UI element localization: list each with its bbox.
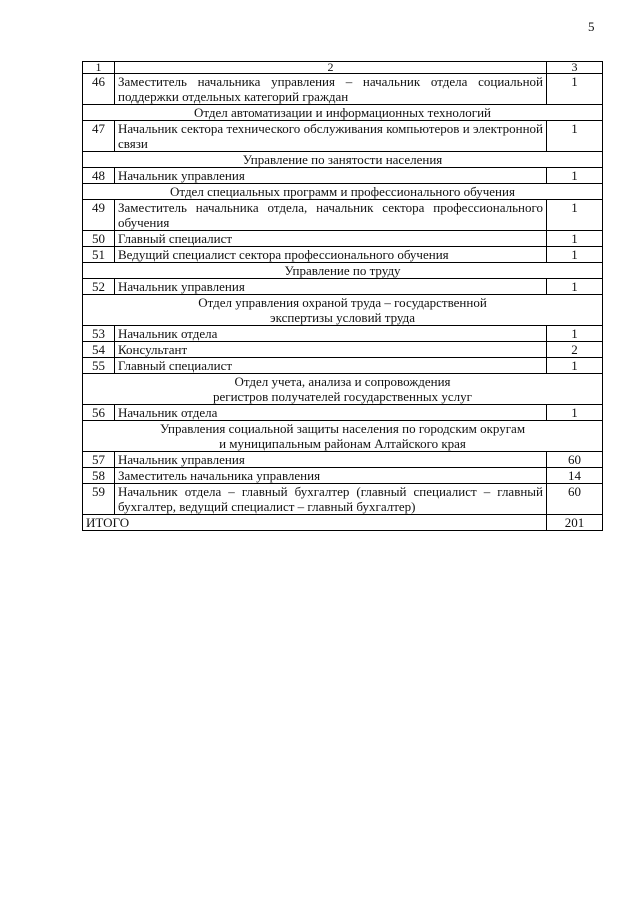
section-title-line: экспертизы условий труда — [270, 310, 415, 325]
row-number: 56 — [83, 405, 115, 421]
table-row — [83, 358, 603, 374]
section-title-line: Управления социальной защиты населения по городским округам — [159, 421, 526, 436]
staff-count: 1 — [547, 326, 603, 342]
row-number: 52 — [83, 279, 115, 295]
total-label: ИТОГО — [83, 515, 547, 531]
staff-table-body — [83, 62, 603, 531]
row-number: 49 — [83, 200, 115, 231]
section-title-line: Отдел управления охраной труда – государственной — [198, 295, 487, 310]
position-title: Заместитель начальника отдела, начальник сектора профессионального обучения — [115, 200, 547, 231]
staff-count: 1 — [547, 168, 603, 184]
row-number: 59 — [83, 484, 115, 515]
section-row — [83, 152, 603, 168]
section-title-line: и муниципальным районам Алтайского края — [219, 436, 466, 451]
staff-count: 1 — [547, 231, 603, 247]
position-title: Начальник сектора технического обслуживания компьютеров и электронной связи — [115, 121, 547, 152]
position-title: Начальник управления — [115, 452, 547, 468]
position-title: Начальник отдела – главный бухгалтер (главный специалист – главный бухгалтер, ведущий специалист – главный бухгалтер) — [115, 484, 547, 515]
header-row — [83, 62, 603, 74]
table-row — [83, 247, 603, 263]
position-title: Начальник управления — [115, 168, 547, 184]
staff-count: 2 — [547, 342, 603, 358]
table-row — [83, 231, 603, 247]
row-number: 47 — [83, 121, 115, 152]
header-col-2: 2 — [115, 62, 547, 74]
table-row — [83, 168, 603, 184]
section-title — [83, 263, 603, 279]
section-title-line: Отдел автоматизации и информационных технологий — [194, 105, 491, 120]
section-title-line: Управление по занятости населения — [242, 152, 443, 167]
position-title: Начальник управления — [115, 279, 547, 295]
staff-count: 60 — [547, 484, 603, 515]
position-title: Консультант — [115, 342, 547, 358]
section-title-line: регистров получателей государственных услуг — [213, 389, 472, 404]
row-number: 57 — [83, 452, 115, 468]
section-row — [83, 421, 603, 452]
section-title — [83, 421, 603, 452]
row-number: 54 — [83, 342, 115, 358]
table-row — [83, 468, 603, 484]
staff-count: 14 — [547, 468, 603, 484]
table-row — [83, 279, 603, 295]
section-row — [83, 295, 603, 326]
row-number: 55 — [83, 358, 115, 374]
section-row — [83, 105, 603, 121]
staff-count: 1 — [547, 247, 603, 263]
row-number: 51 — [83, 247, 115, 263]
position-title: Начальник отдела — [115, 405, 547, 421]
staff-count: 1 — [547, 279, 603, 295]
row-number: 48 — [83, 168, 115, 184]
staff-count: 1 — [547, 405, 603, 421]
section-title-line: Отдел учета, анализа и сопровождения — [234, 374, 451, 389]
position-title: Начальник отдела — [115, 326, 547, 342]
position-title: Заместитель начальника управления — [115, 468, 547, 484]
position-title: Заместитель начальника управления – начальник отдела социальной поддержки отдельных категорий граждан — [115, 74, 547, 105]
row-number: 53 — [83, 326, 115, 342]
section-title — [83, 184, 603, 200]
section-row — [83, 184, 603, 200]
position-title: Ведущий специалист сектора профессионального обучения — [115, 247, 547, 263]
total-count: 201 — [547, 515, 603, 531]
row-number: 50 — [83, 231, 115, 247]
position-title: Главный специалист — [115, 358, 547, 374]
staff-count: 1 — [547, 74, 603, 105]
staff-count: 1 — [547, 121, 603, 152]
section-title-line: Отдел специальных программ и профессионального обучения — [170, 184, 515, 199]
table-row — [83, 200, 603, 231]
table-row — [83, 326, 603, 342]
table-row — [83, 342, 603, 358]
staff-count: 1 — [547, 200, 603, 231]
section-title — [83, 374, 603, 405]
table-row — [83, 121, 603, 152]
section-title — [83, 105, 603, 121]
table-row — [83, 405, 603, 421]
table-row — [83, 484, 603, 515]
section-title — [83, 295, 603, 326]
page-number: 5 — [588, 19, 595, 34]
header-col-3: 3 — [547, 62, 603, 74]
section-row — [83, 374, 603, 405]
staff-count: 1 — [547, 358, 603, 374]
staff-table — [82, 61, 603, 531]
row-number: 46 — [83, 74, 115, 105]
table-row — [83, 452, 603, 468]
row-number: 58 — [83, 468, 115, 484]
total-row — [83, 515, 603, 531]
staff-count: 60 — [547, 452, 603, 468]
position-title: Главный специалист — [115, 231, 547, 247]
section-title — [83, 152, 603, 168]
header-col-1: 1 — [83, 62, 115, 74]
section-title-line: Управление по труду — [284, 263, 401, 278]
section-row — [83, 263, 603, 279]
table-row — [83, 74, 603, 105]
